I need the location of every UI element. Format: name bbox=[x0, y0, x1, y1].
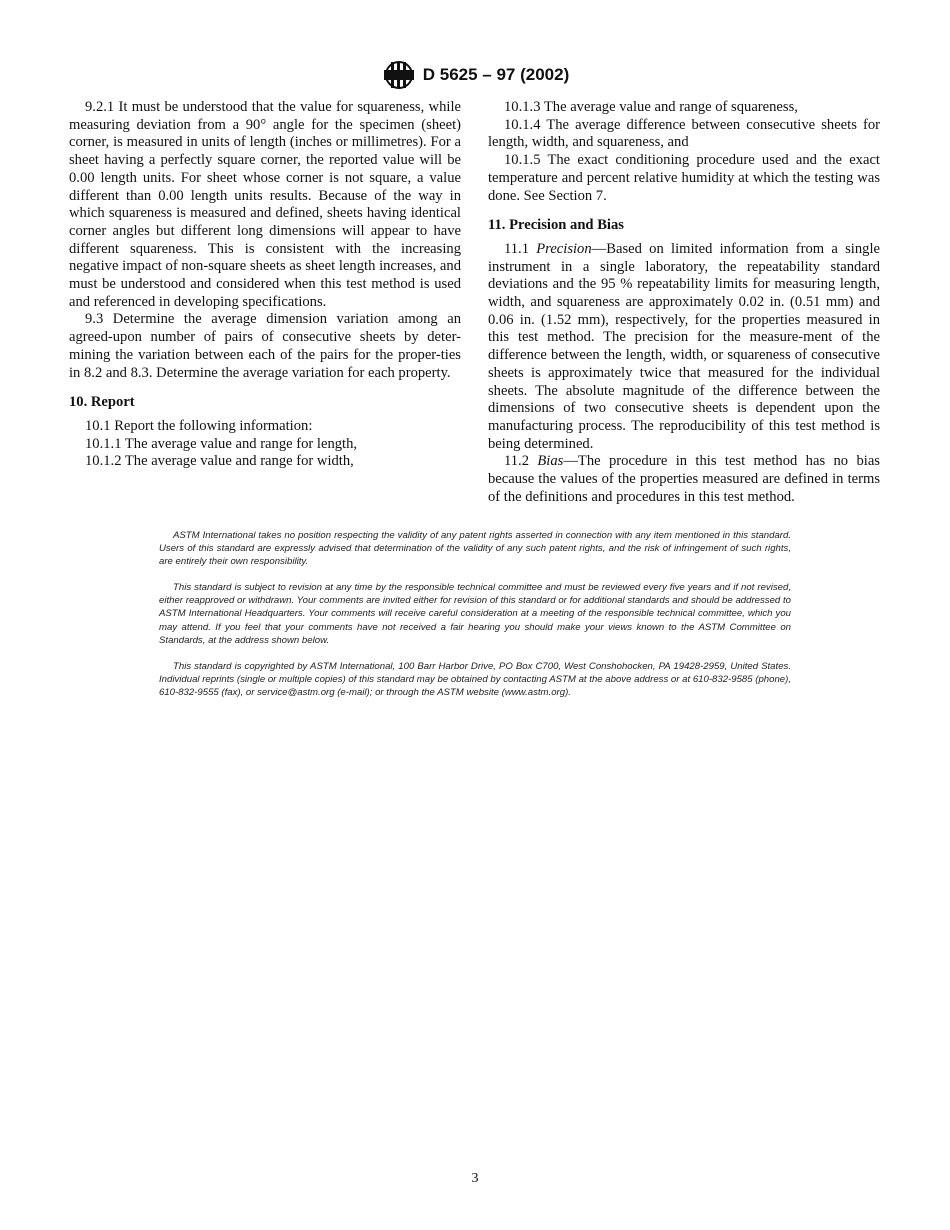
paragraph-10-1-1: 10.1.1 The average value and range for length, bbox=[85, 435, 358, 452]
paragraph-11-1 bbox=[488, 241, 880, 453]
patent-notice: ASTM International takes no position respecting the validity of any patent rights asserted in connection with any item mentioned in this standard. Users of this standard are expressly advised that determination of the validity of any such patent rights, and the risk of infringement of such rights, are entirely their own responsibility. bbox=[159, 530, 791, 568]
paragraph-11-2 bbox=[488, 453, 880, 506]
bias-label: Bias bbox=[537, 453, 564, 470]
precision-label: Precision bbox=[536, 240, 592, 257]
document-designation: D 5625 – 97 (2002) bbox=[422, 65, 570, 84]
paragraph-10-1-3: 10.1.3 The average value and range of squareness, bbox=[504, 99, 798, 115]
paragraph-10-1: 10.1 Report the following information: bbox=[85, 417, 313, 434]
paragraph-10-1-5: 10.1.5 The exact conditioning procedure used and the exact temperature and percent relative humidity at which the testing was done. See Section 7. bbox=[488, 152, 880, 204]
paragraph-10-1-4: 10.1.4 The average difference between consecutive sheets for length, width, and squareness, and bbox=[488, 116, 880, 151]
copyright-notice: This standard is copyrighted by ASTM International, 100 Barr Harbor Drive, PO Box C700, West Conshohocken, PA 19428-2959, United States. Individual reprints (single or multiple copies) of this standard may be obtained by contacting ASTM at the above address or at 610-832-9585 (phone), 610-832-9555 (fax), or service@astm.org (e-mail); or through the ASTM website (www.astm.org). bbox=[159, 660, 791, 698]
section-10-heading: 10. Report bbox=[69, 394, 135, 411]
bias-text: —The procedure in this test method has no bias because the values of the properties measured are defined in terms of the definitions and procedures in this test method. bbox=[488, 453, 880, 505]
section-11-heading: 11. Precision and Bias bbox=[488, 217, 624, 234]
paragraph-11-1-number: 11.1 bbox=[504, 240, 537, 257]
right-column bbox=[488, 99, 880, 506]
paragraph-11-2-number: 11.2 bbox=[504, 453, 538, 470]
precision-text: —Based on limited information from a single instrument in a single laboratory, the repeatability standard deviations and the 95 % repeatability limits for measuring length, width, and squareness are approximately 0.02 in. (0.51 mm) and 0.06 in. (1.52 mm), respectively, for the properties measured in this test method. The precision for the measure-ment of the difference between the length, width, or squareness of consecutive sheets is approximately twice that measured for the individual sheets. The absolute magnitude of the difference between the dimensions of two consecutive sheets is dependent upon the manufacturing process. The reproducibility of this test method is being determined. bbox=[488, 240, 880, 452]
astm-logo-icon bbox=[381, 60, 417, 90]
page-header bbox=[0, 60, 950, 95]
left-column bbox=[69, 99, 461, 471]
paragraph-9-3: 9.3 Determine the average dimension variation among an agreed-upon number of pairs of consecutive sheets by deter-mining the variation between each of the pairs for the proper-ties in 8.2 and 8.3. Determine the average variation for each property. bbox=[69, 311, 461, 381]
page-number: 3 bbox=[471, 1171, 479, 1186]
revision-notice: This standard is subject to revision at any time by the responsible technical committee and must be reviewed every five years and if not revised, either reapproved or withdrawn. Your comments are invited either for revision of this standard or for additional standards and should be addressed to ASTM International Headquarters. Your comments will receive careful consideration at a meeting of the responsible technical committee, which you may attend. If you feel that your comments have not received a fair hearing you should make your views known to the ASTM Committee on Standards, at the address shown below. bbox=[159, 582, 791, 646]
astm-notices bbox=[159, 529, 791, 712]
paragraph-10-1-2: 10.1.2 The average value and range for width, bbox=[85, 453, 354, 470]
paragraph-9-2-1: 9.2.1 It must be understood that the value for squareness, while measuring deviation from a 90° angle for the specimen (sheet) corner, is measured in units of length (inches or millimetres). For a sheet having a perfectly square corner, the reported value will be 0.00 length units. For sheet whose corner is not square, a value different than 0.00 length units results. Because of the way in which squareness is measured and defined, sheets having identical corner angles but different long dimensions will appear to have different squareness. This is consistent with the increasing negative impact of non-square sheets as sheet length increases, and must be understood and considered when this test method is used and referenced in developing specifications. bbox=[69, 99, 461, 310]
